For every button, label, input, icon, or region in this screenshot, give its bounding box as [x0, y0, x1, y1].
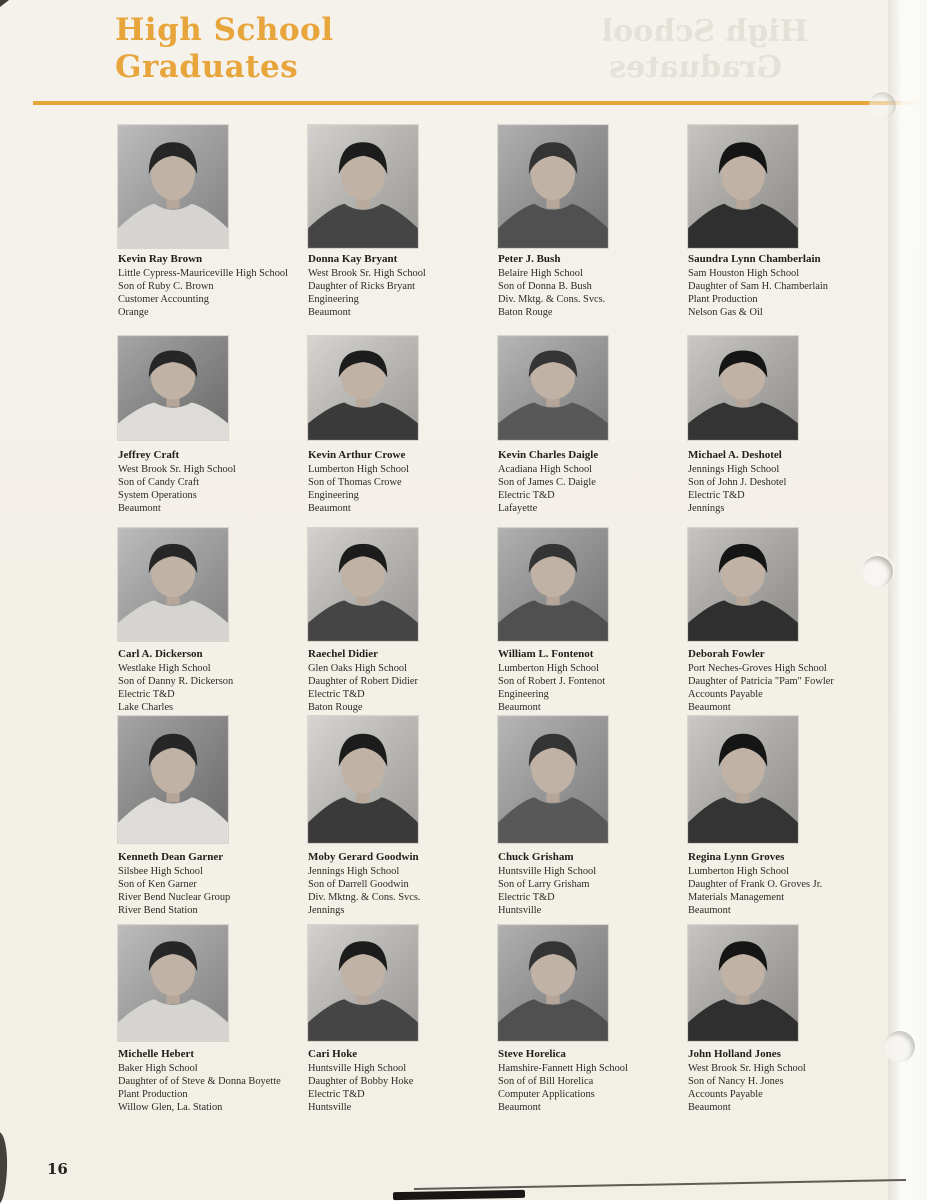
graduate-photo [308, 336, 418, 440]
graduate-department: Accounts Payable [688, 1089, 763, 1100]
graduate-name: John Holland Jones [688, 1048, 781, 1060]
graduate-parent: Son of James C. Daigle [498, 476, 596, 488]
graduate-name: Kenneth Dean Garner [118, 851, 224, 863]
graduate-school: West Brook Sr. High School [688, 1062, 806, 1074]
graduate-caption [688, 648, 888, 714]
graduate-photo [498, 336, 608, 440]
graduate-department: Electric T&D [118, 689, 175, 700]
graduate-department: Computer Applications [498, 1089, 595, 1100]
scan-artifact-curl [0, 1132, 8, 1204]
graduate-photo [688, 336, 798, 440]
graduate-caption [308, 449, 508, 515]
graduate-school: Jennings High School [308, 865, 400, 877]
bleed-through-title: High School Graduates [601, 14, 808, 85]
graduate-name: Donna Kay Bryant [308, 253, 398, 265]
graduate-name: Deborah Fowler [688, 648, 765, 660]
graduate-name: Moby Gerard Goodwin [308, 851, 419, 863]
hole-punch-middle [862, 556, 893, 587]
graduate-parent: Son of of Bill Horelica [498, 1075, 594, 1087]
page-title [115, 12, 334, 86]
graduate-name: Michael A. Deshotel [688, 449, 782, 461]
graduate-department: Electric T&D [498, 490, 555, 501]
page-title-line1: High School [115, 12, 334, 48]
graduate-parent: Son of Candy Craft [118, 476, 200, 488]
graduate-caption [498, 1048, 698, 1114]
graduate-department: Electric T&D [308, 689, 365, 700]
graduate-school: Lumberton High School [308, 463, 410, 475]
graduate-school: Silsbee High School [118, 865, 203, 877]
graduate-school: Glen Oaks High School [308, 662, 407, 674]
graduate-name: Peter J. Bush [498, 253, 561, 265]
graduate-school: Little Cypress-Mauriceville High School [118, 267, 288, 279]
graduate-school: Hamshire-Fannett High School [498, 1062, 628, 1074]
graduate-parent: Son of Nancy H. Jones [688, 1075, 784, 1087]
graduate-location: Lafayette [498, 503, 538, 515]
graduate-caption [498, 253, 698, 319]
graduate-name: Jeffrey Craft [118, 449, 180, 461]
graduate-photo [118, 336, 228, 440]
graduate-school: Huntsville High School [498, 865, 597, 877]
graduate-parent: Daughter of of Steve & Donna Boyette [118, 1075, 281, 1087]
title-rule [33, 101, 921, 105]
graduate-location: Beaumont [498, 702, 541, 714]
graduate-name: Chuck Grisham [498, 851, 574, 863]
graduate-location: Huntsville [498, 905, 542, 917]
graduate-parent: Daughter of Patricia "Pam" Fowler [688, 675, 834, 687]
graduate-parent: Son of Donna B. Bush [498, 280, 592, 292]
scan-artifact-bottom-bar [393, 1190, 525, 1200]
graduate-department: Plant Production [688, 294, 758, 305]
graduate-photo [498, 716, 608, 843]
graduate-parent: Son of Robert J. Fontenot [498, 675, 606, 687]
scan-page-edge [888, 0, 927, 1200]
graduate-parent: Son of Thomas Crowe [308, 476, 402, 488]
graduate-caption [118, 253, 318, 319]
graduate-caption [118, 1048, 318, 1114]
graduate-department: Electric T&D [308, 1089, 365, 1100]
graduate-school: Belaire High School [498, 267, 583, 279]
page-title-line2: Graduates [115, 49, 299, 85]
graduate-location: Jennings [308, 905, 345, 917]
graduate-parent: Son of Danny R. Dickerson [118, 675, 234, 687]
graduate-name: Kevin Ray Brown [118, 253, 203, 265]
graduate-department: Engineering [308, 294, 359, 305]
graduate-location: Jennings [688, 503, 725, 515]
graduate-location: Beaumont [688, 1102, 731, 1114]
graduate-school: West Brook Sr. High School [308, 267, 426, 279]
graduate-location: Baton Rouge [308, 702, 363, 714]
graduate-caption [308, 851, 508, 917]
graduate-department: Customer Accounting [118, 294, 209, 305]
graduate-photo [118, 528, 228, 641]
graduate-name: Raechel Didier [308, 648, 378, 660]
graduate-caption [118, 449, 318, 515]
graduate-photo [688, 716, 798, 843]
hole-punch-top [869, 92, 896, 119]
graduate-photo [308, 716, 418, 843]
graduate-location: Baton Rouge [498, 307, 553, 319]
graduate-name: Michelle Hebert [118, 1048, 195, 1060]
graduate-caption [688, 1048, 888, 1114]
graduate-department: Materials Management [688, 892, 785, 903]
graduate-location: Willow Glen, La. Station [118, 1102, 223, 1114]
graduate-school: West Brook Sr. High School [118, 463, 236, 475]
graduate-department: Accounts Payable [688, 689, 763, 700]
graduate-location: Lake Charles [118, 702, 174, 714]
graduate-caption [118, 851, 318, 917]
graduate-department: Div. Mktg. & Cons. Svcs. [498, 294, 606, 305]
graduate-caption [688, 253, 888, 319]
graduate-photo [118, 125, 228, 248]
graduate-location: Beaumont [308, 307, 351, 319]
graduate-parent: Daughter of Frank O. Groves Jr. [688, 878, 823, 890]
graduate-department: Engineering [498, 689, 549, 700]
graduate-school: Lumberton High School [498, 662, 600, 674]
graduate-school: Huntsville High School [308, 1062, 407, 1074]
graduate-photo [498, 925, 608, 1041]
graduate-location: Huntsville [308, 1102, 352, 1114]
graduate-school: Sam Houston High School [688, 267, 800, 279]
graduate-name: William L. Fontenot [498, 648, 594, 660]
graduate-parent: Daughter of Ricks Bryant [308, 280, 416, 292]
graduate-department: System Operations [118, 490, 197, 501]
page-number: 16 [47, 1160, 68, 1178]
graduate-department: Engineering [308, 490, 359, 501]
graduate-caption [688, 449, 888, 515]
graduate-location: River Bend Station [118, 905, 198, 917]
graduate-photo [118, 925, 228, 1041]
graduate-caption [118, 648, 318, 714]
graduate-parent: Son of Darrell Goodwin [308, 878, 409, 890]
graduate-caption [498, 851, 698, 917]
graduate-name: Steve Horelica [498, 1048, 566, 1060]
graduate-photo [688, 528, 798, 641]
graduate-location: Beaumont [118, 503, 161, 515]
graduate-photo [308, 125, 418, 248]
graduate-department: Plant Production [118, 1089, 188, 1100]
hole-punch-bottom [884, 1031, 915, 1062]
graduate-parent: Son of Ruby C. Brown [118, 280, 214, 292]
scan-artifact-corner [0, 0, 9, 7]
graduate-department: Electric T&D [688, 490, 745, 501]
graduate-department: Div. Mktng. & Cons. Svcs. [308, 892, 421, 903]
graduate-department: River Bend Nuclear Group [118, 892, 231, 903]
graduate-school: Jennings High School [688, 463, 780, 475]
graduate-location: Beaumont [498, 1102, 541, 1114]
graduate-name: Regina Lynn Groves [688, 851, 785, 863]
graduate-school: Baker High School [118, 1062, 198, 1074]
scan-artifact-bottom-line [414, 1179, 906, 1190]
graduate-parent: Daughter of Sam H. Chamberlain [688, 280, 828, 292]
graduate-name: Cari Hoke [308, 1048, 358, 1060]
graduate-photo [118, 716, 228, 843]
graduate-school: Acadiana High School [498, 463, 593, 475]
graduate-name: Saundra Lynn Chamberlain [688, 253, 821, 265]
graduate-parent: Daughter of Robert Didier [308, 675, 418, 687]
graduate-photo [688, 925, 798, 1041]
graduate-caption [308, 648, 508, 714]
graduate-photo [498, 528, 608, 641]
graduate-location: Beaumont [688, 905, 731, 917]
graduate-caption [498, 449, 698, 515]
graduate-parent: Son of Ken Garner [118, 878, 197, 890]
graduate-photo [308, 925, 418, 1041]
graduate-name: Kevin Arthur Crowe [308, 449, 406, 461]
graduate-caption [308, 1048, 508, 1114]
graduate-location: Nelson Gas & Oil [688, 307, 763, 319]
graduate-caption [688, 851, 888, 917]
graduate-name: Carl A. Dickerson [118, 648, 203, 660]
graduate-photo [498, 125, 608, 248]
graduate-parent: Son of John J. Deshotel [688, 476, 787, 488]
graduate-location: Beaumont [308, 503, 351, 515]
graduate-location: Beaumont [688, 702, 731, 714]
graduate-photo [308, 528, 418, 641]
graduate-department: Electric T&D [498, 892, 555, 903]
graduate-parent: Son of Larry Grisham [498, 878, 590, 890]
graduate-school: Lumberton High School [688, 865, 790, 877]
graduate-location: Orange [118, 307, 149, 319]
graduate-name: Kevin Charles Daigle [498, 449, 599, 461]
graduate-caption [498, 648, 698, 714]
graduate-caption [308, 253, 508, 319]
graduate-school: Westlake High School [118, 662, 211, 674]
graduate-photo [688, 125, 798, 248]
graduate-parent: Daughter of Bobby Hoke [308, 1075, 414, 1087]
graduate-school: Port Neches-Groves High School [688, 662, 827, 674]
